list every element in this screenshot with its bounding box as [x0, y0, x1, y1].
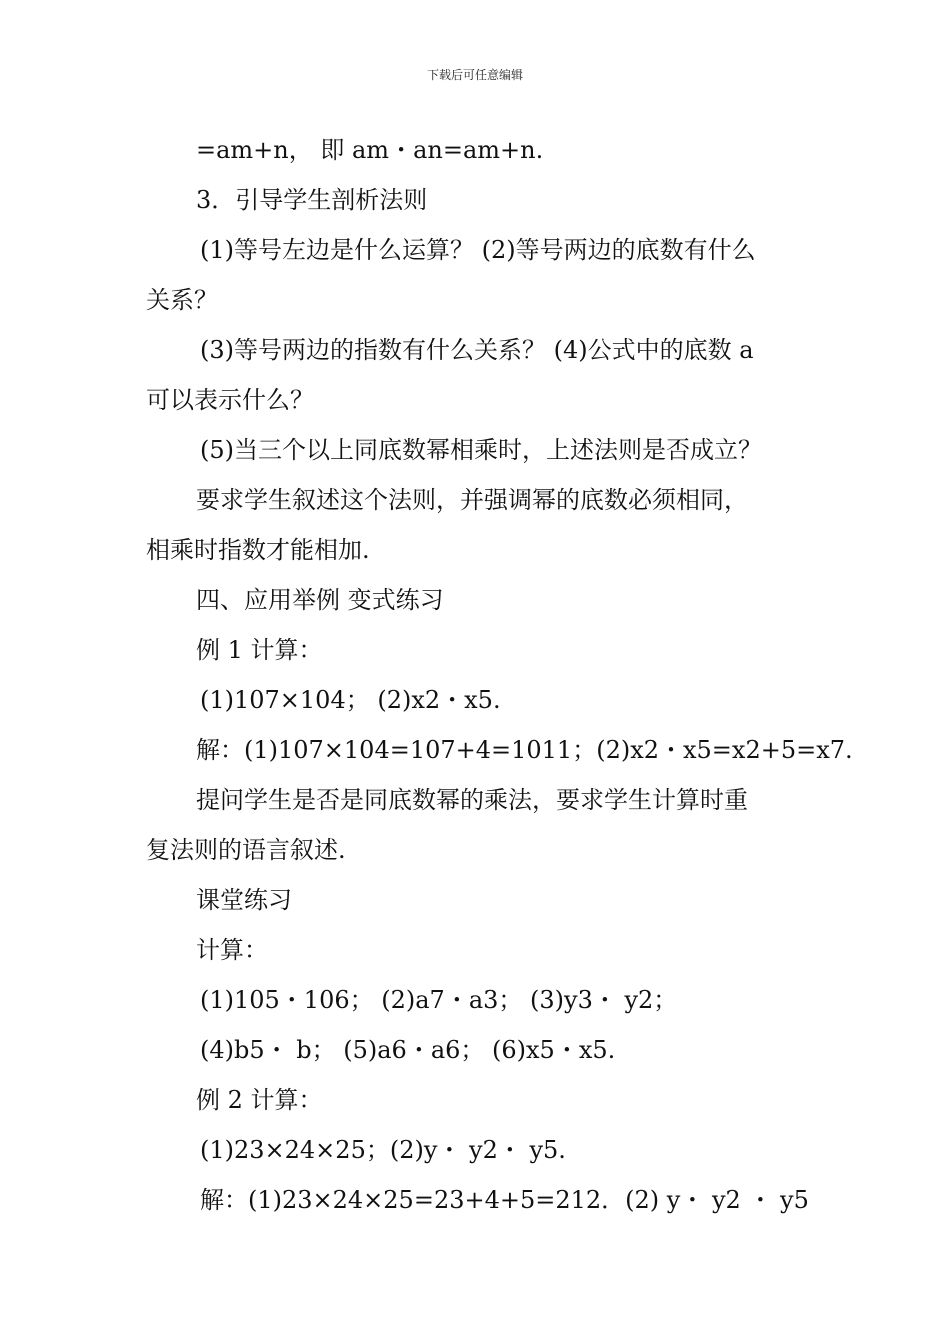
example-2-problem: (1)23×24×25；(2)y・ y2・ y5. [200, 1136, 566, 1164]
text-line-4: 关系？ [146, 286, 218, 314]
example-2-title: 例 2 计算： [196, 1086, 323, 1114]
example-1-solution: 解：(1)107×104=107+4=1011；(2)x2・x5=x2+5=x7. [196, 736, 853, 764]
text-line-7: (5)当三个以上同底数幂相乘时，上述法则是否成立？ [200, 436, 762, 464]
text-line-9: 相乘时指数才能相加. [146, 536, 370, 564]
practice-problems-1: (1)105・106； (2)a7・a3； (3)y3・ y2； [200, 986, 678, 1014]
compute-label: 计算： [196, 936, 268, 964]
text-line-8: 要求学生叙述这个法则，并强调幂的底数必须相同， [196, 486, 748, 514]
text-line-5: (3)等号两边的指数有什么关系？ (4)公式中的底数 a [200, 336, 754, 364]
section-heading: 四、应用举例 变式练习 [196, 586, 444, 614]
text-line-3: (1)等号左边是什么运算？ (2)等号两边的底数有什么 [200, 236, 756, 264]
example-1-problem: (1)107×104； (2)x2・x5. [200, 686, 501, 714]
classroom-practice-heading: 课堂练习 [196, 886, 292, 914]
example-2-solution: 解：(1)23×24×25=23+4+5=212．(2) y・ y2 ・ y5 [200, 1186, 809, 1214]
text-line-1: =am+n， 即 am・an=am+n. [196, 136, 544, 164]
text-line-14: 提问学生是否是同底数幂的乘法，要求学生计算时重 [196, 786, 748, 814]
text-line-15: 复法则的语言叙述. [146, 836, 346, 864]
text-line-6: 可以表示什么？ [146, 386, 314, 414]
example-1-title: 例 1 计算： [196, 636, 323, 664]
practice-problems-2: (4)b5・ b； (5)a6・a6； (6)x5・x5. [200, 1036, 616, 1064]
page-header: 下载后可任意编辑 [426, 68, 523, 82]
text-line-2: 3．引导学生剖析法则 [196, 186, 428, 214]
